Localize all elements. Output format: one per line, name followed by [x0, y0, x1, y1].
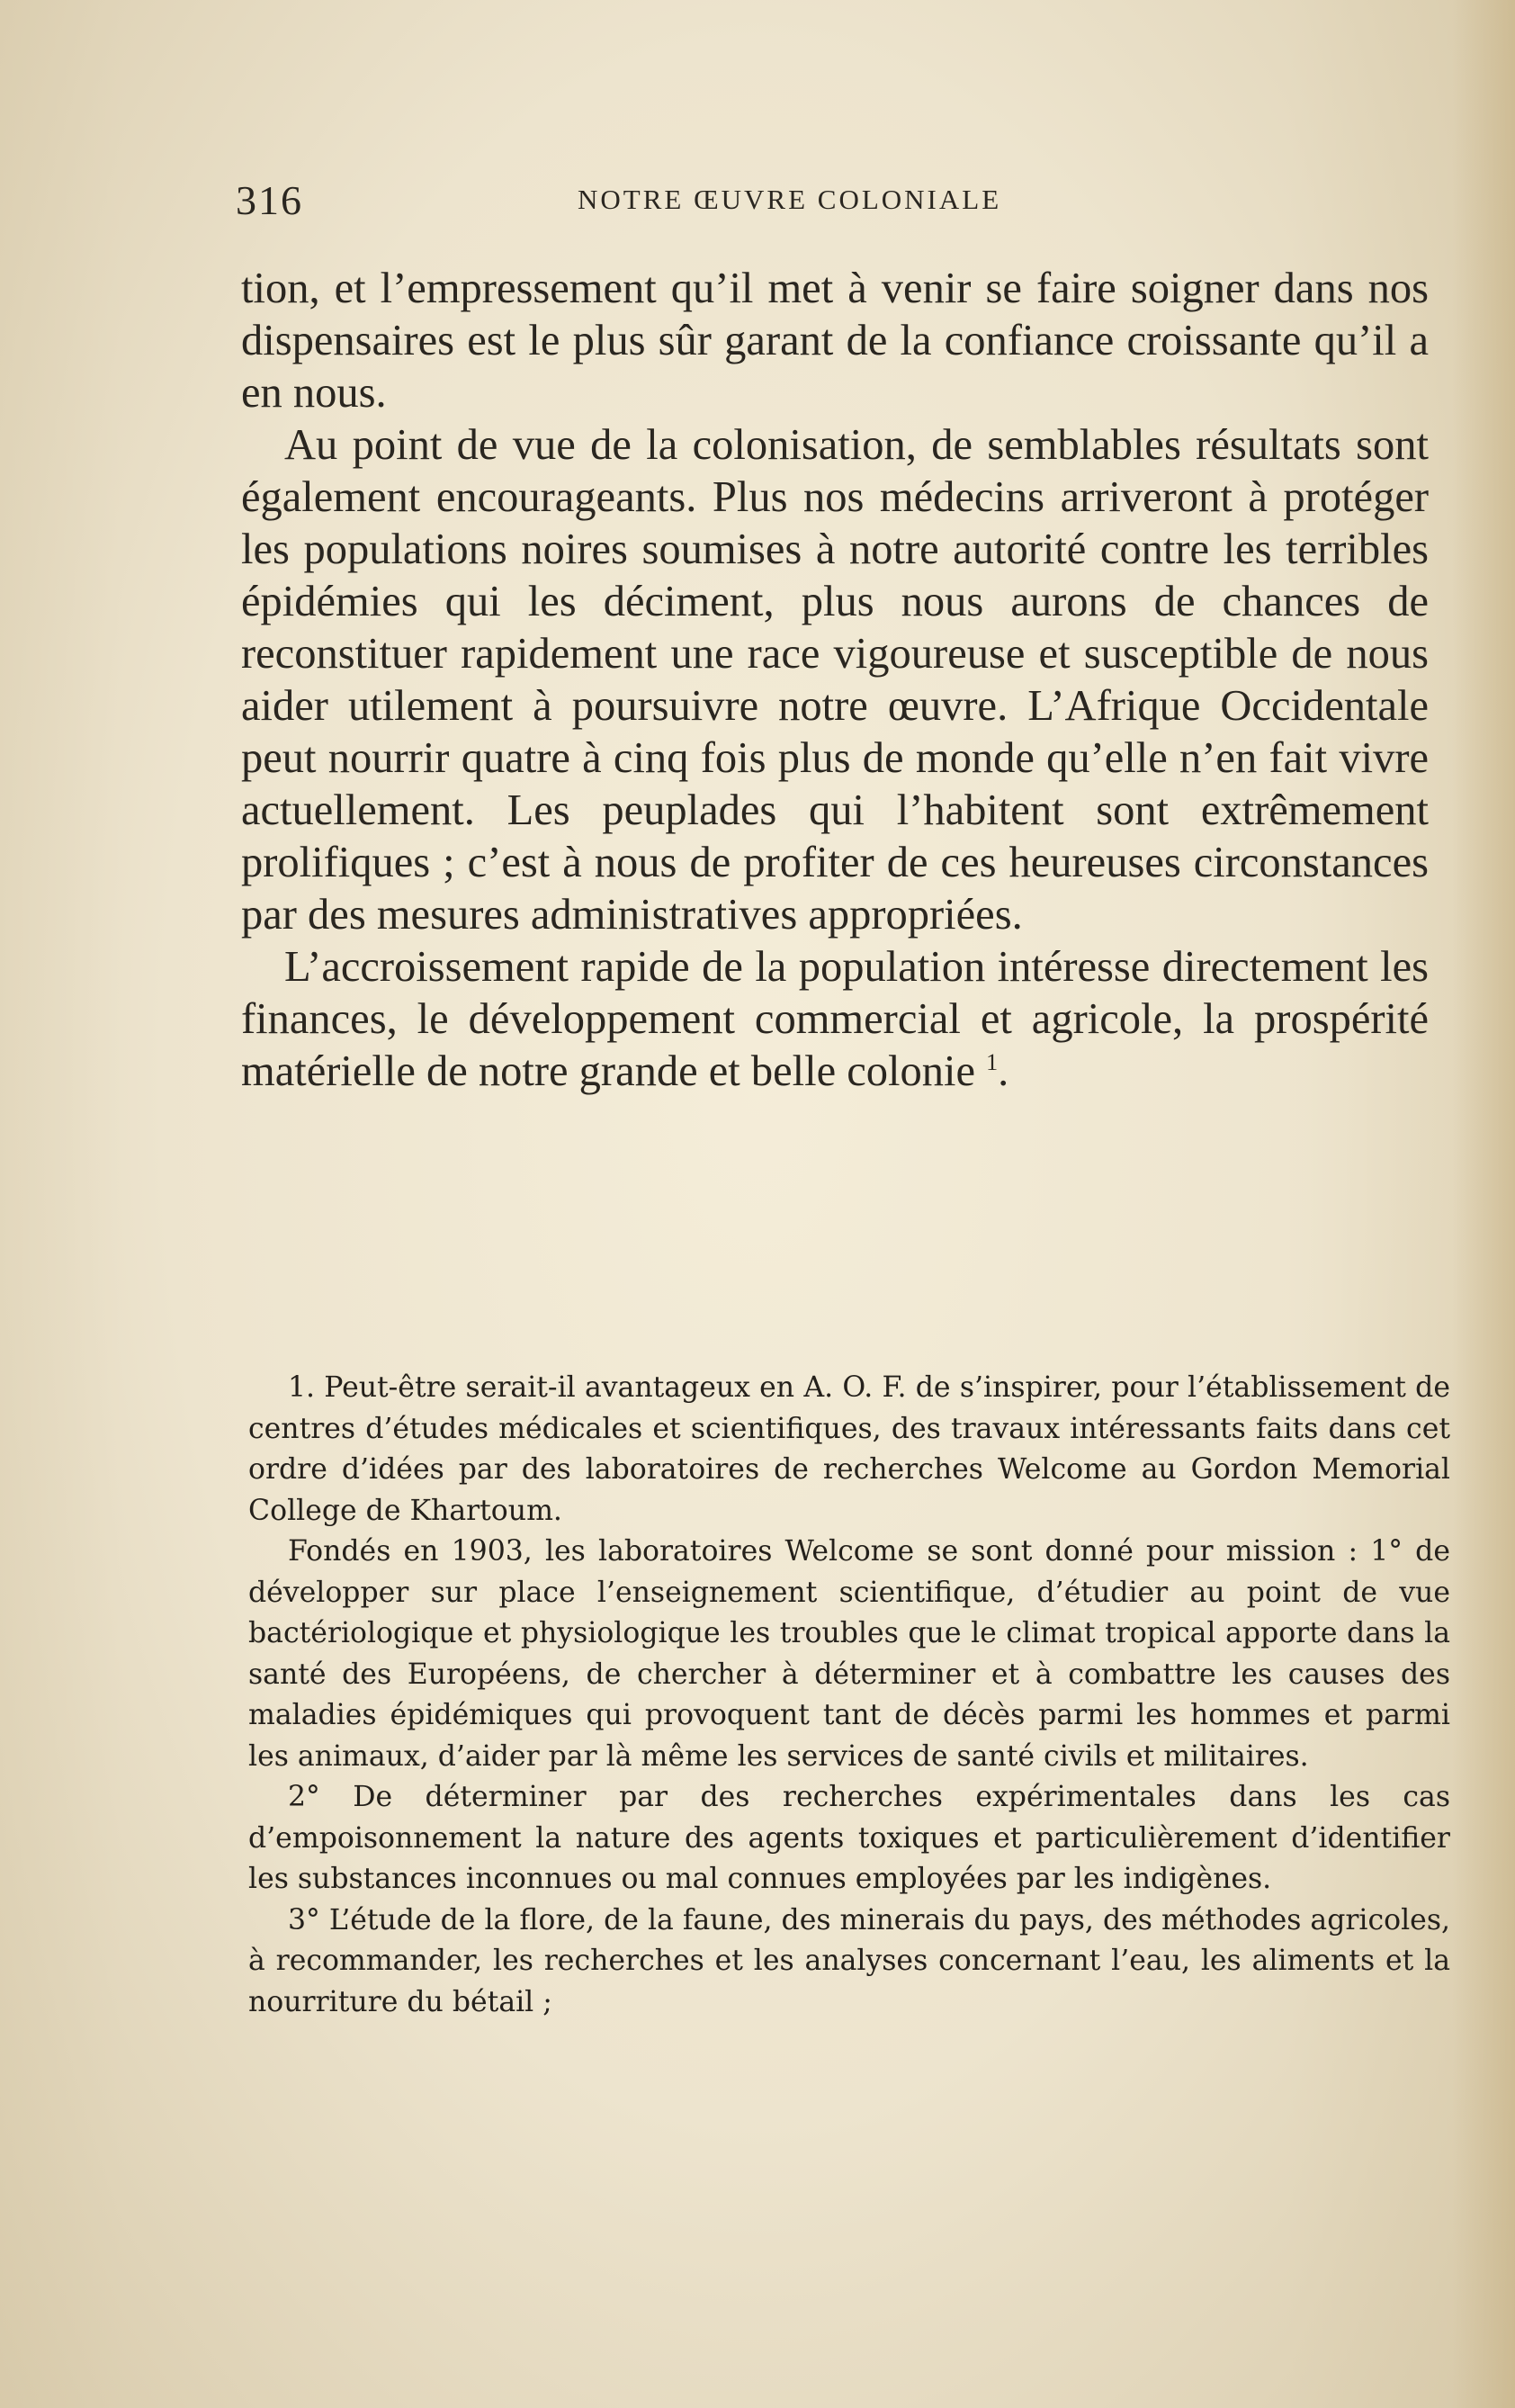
paragraph-population — [241, 941, 1429, 1098]
footnote-1-paragraph-2: Fondés en 1903, les laboratoires Welcome se sont donné pour mission : 1° de développer sur place l’enseignement scientifique, d’étudier au point de vue bactériologique et physiologique les troubles que le climat tropical apporte dans la santé des Européens, de chercher à déterminer et à combattre les causes des maladies épidémiques qui provoquent tant de décès parmi les hommes et parmi les animaux, d’aider par là même les services de santé civils et militaires. — [248, 1535, 1450, 1773]
page-edge-shadow — [1452, 0, 1515, 2408]
footnote-1: 1. Peut-être serait-il avantageux en A. O. F. de s’inspirer, pour l’établissement de centres d’études médicales et scientifiques, des travaux intéressants faits dans cet ordre d’idées par des laboratoires de recherches Welcome au Gordon Memorial College de Khartoum. — [248, 1371, 1450, 1527]
main-text — [241, 263, 1429, 1098]
footnote-1-paragraph-4: 3° L’étude de la flore, de la faune, des minerais du pays, des méthodes agricoles, à recommander, les recherches et les analyses concernant l’eau, les aliments et la nourriture du bétail ; — [248, 1903, 1450, 2018]
footnote-1-paragraph-3: 2° De déterminer par des recherches expérimentales dans les cas d’empoisonnement la nature des agents toxiques et particulièrement d’identifier les substances inconnues ou mal connues employées par les indigènes. — [248, 1781, 1450, 1895]
running-head — [236, 176, 1432, 230]
footnote-reference: 1 — [986, 1048, 999, 1075]
paragraph-population-text: L’accroissement rapide de la population intéresse directement les finances, le développement commercial et agricole, la prospérité matérielle de notre grande et belle colonie — [241, 943, 1429, 1095]
running-title: NOTRE ŒUVRE COLONIALE — [578, 184, 1002, 215]
paragraph-continued: tion, et l’empressement qu’il met à venir se faire soigner dans nos dispensaires est le plus sûr garant de la confiance croissante qu’il a en nous. — [241, 265, 1429, 417]
page-number: 316 — [236, 177, 303, 223]
paragraph-colonisation: Au point de vue de la colonisation, de semblables résultats sont également encourageants. Plus nos médecins arriveront à protéger les populations noires soumises à notre autorité contre les terribles épidémies qui les déciment, plus nous aurons de chances de reconstituer rapidement une race vigoureuse et susceptible de nous aider utilement à poursuivre notre œuvre. L’Afrique Occidentale peut nourrir quatre à cinq fois plus de monde qu’elle n’en fait vivre actuellement. Les peuplades qui l’habitent sont extrêmement prolifiques ; c’est à nous de profiter de ces heureuses circonstances par des mesures administratives appropriées. — [241, 421, 1429, 939]
footnotes — [248, 1368, 1450, 2023]
closing-period: . — [998, 1047, 1009, 1095]
